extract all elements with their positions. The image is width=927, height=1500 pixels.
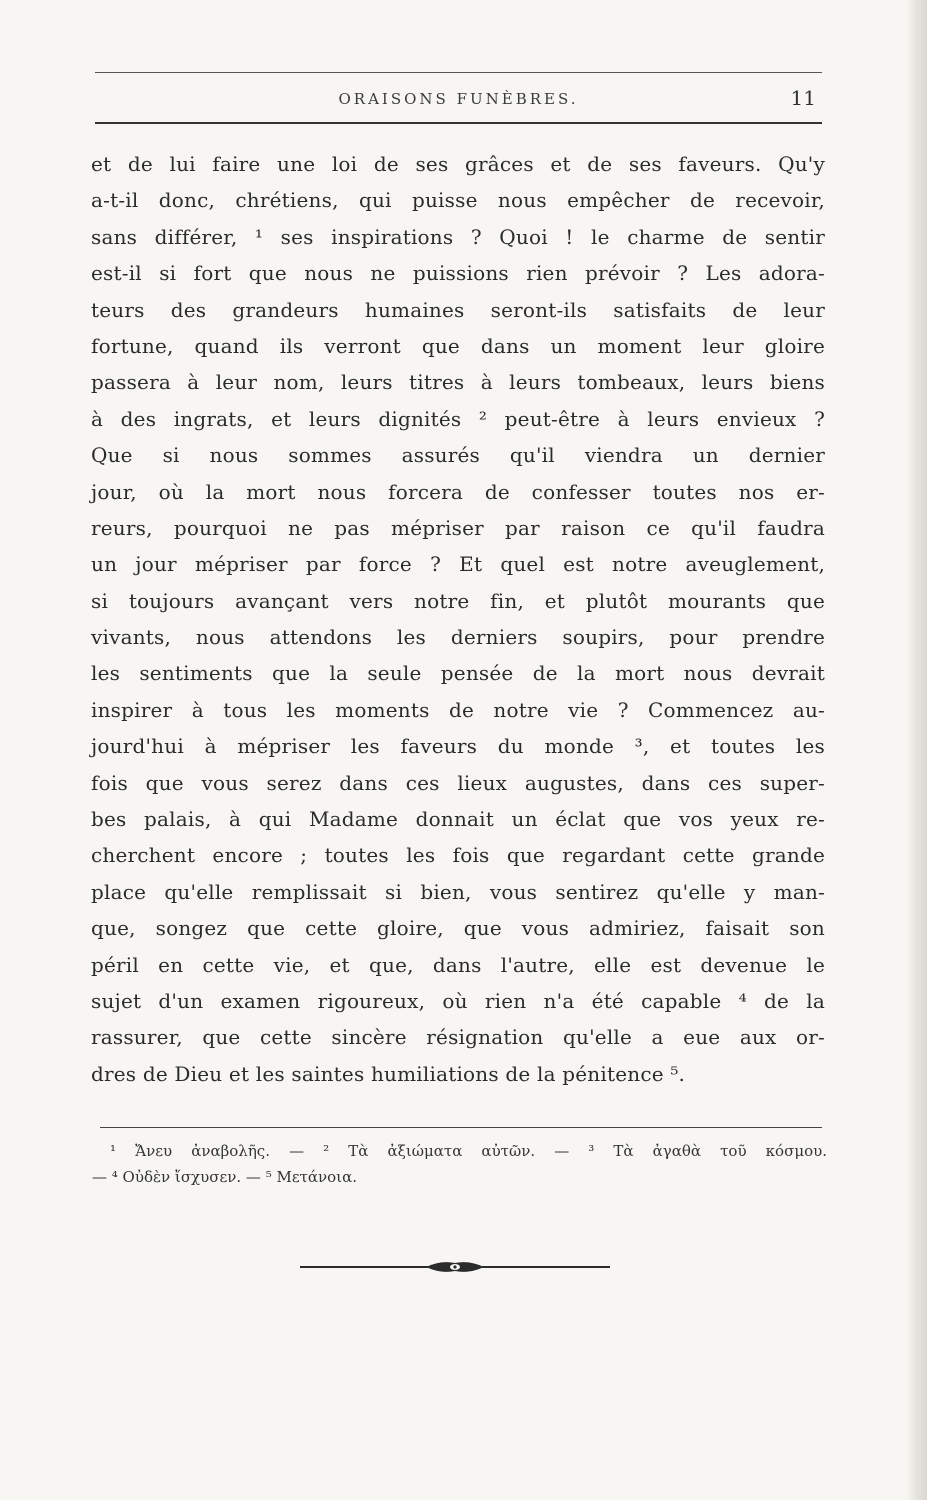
text-line: reurs, pourquoi ne pas mépriser par raison ce qu'il faudra — [91, 515, 825, 540]
footnote-line: — ⁴ Οὐδὲν ἴσχυσεν. — ⁵ Μετάνοια. — [92, 1168, 357, 1186]
text-line: sujet d'un examen rigoureux, où rien n'a été capable ⁴ de la — [91, 988, 825, 1013]
text-line: les sentiments que la seule pensée de la mort nous devrait — [91, 661, 825, 686]
running-title: ORAISONS FUNÈBRES. — [338, 90, 579, 108]
text-line: teurs des grandeurs humaines seront-ils satisfaits de leur — [91, 297, 825, 322]
text-line: et de lui faire une loi de ses grâces et de ses faveurs. Qu'y — [91, 152, 825, 176]
body-text — [91, 146, 825, 1092]
text-line: Que si nous sommes assurés qu'il viendra un dernier — [91, 443, 825, 468]
text-line: dres de Dieu et les saintes humiliations de la pénitence ⁵. — [91, 1061, 686, 1086]
text-line: inspirer à tous les moments de notre vie ? Commencez au- — [91, 697, 825, 722]
footnote-line: ¹ Ἄνευ ἀναβολῆς. — ² Τὰ ἀξιώματα αὐτῶν. — ³ Τὰ ἀγαθὰ τοῦ κόσμου. — [110, 1142, 827, 1160]
running-head — [95, 86, 822, 114]
text-line: cherchent encore ; toutes les fois que regardant cette grande — [91, 843, 825, 868]
page-number: 11 — [790, 86, 816, 110]
text-line: si toujours avançant vers notre fin, et plutôt mourants que — [91, 588, 825, 613]
text-line: fortune, quand ils verront que dans un moment leur gloire — [91, 333, 825, 358]
text-line: bes palais, à qui Madame donnait un éclat que vos yeux re- — [91, 807, 825, 832]
text-line: péril en cette vie, et que, dans l'autre, elle est devenue le — [91, 952, 825, 977]
text-line: vivants, nous attendons les derniers soupirs, pour prendre — [91, 625, 825, 650]
text-line: est-il si fort que nous ne puissions rien prévoir ? Les adora- — [91, 261, 825, 286]
text-line: a-t-il donc, chrétiens, qui puisse nous empêcher de recevoir, — [91, 188, 825, 213]
text-line: un jour mépriser par force ? Et quel est notre aveuglement, — [91, 552, 825, 577]
text-line: place qu'elle remplissait si bien, vous sentirez qu'elle y man- — [91, 879, 825, 904]
text-line: fois que vous serez dans ces lieux augustes, dans ces super- — [91, 770, 825, 795]
tailpiece-ornament-icon — [298, 1260, 612, 1274]
text-line: que, songez que cette gloire, que vous admiriez, faisait son — [91, 916, 825, 941]
text-line: à des ingrats, et leurs dignités ² peut-être à leurs envieux ? — [91, 406, 825, 431]
text-line: passera à leur nom, leurs titres à leurs tombeaux, leurs biens — [91, 370, 825, 395]
header-rule — [95, 122, 822, 124]
text-line: jour, où la mort nous forcera de confesser toutes nos er- — [91, 479, 825, 504]
top-rule — [95, 72, 822, 73]
footnotes — [92, 1138, 827, 1190]
page-edge-shadow — [907, 0, 927, 1500]
text-line: sans différer, ¹ ses inspirations ? Quoi ! le charme de sentir — [91, 224, 825, 249]
text-line: rassurer, que cette sincère résignation qu'elle a eue aux or- — [91, 1025, 825, 1050]
text-line: jourd'hui à mépriser les faveurs du monde ³, et toutes les — [91, 734, 825, 759]
footnote-rule — [100, 1127, 822, 1128]
